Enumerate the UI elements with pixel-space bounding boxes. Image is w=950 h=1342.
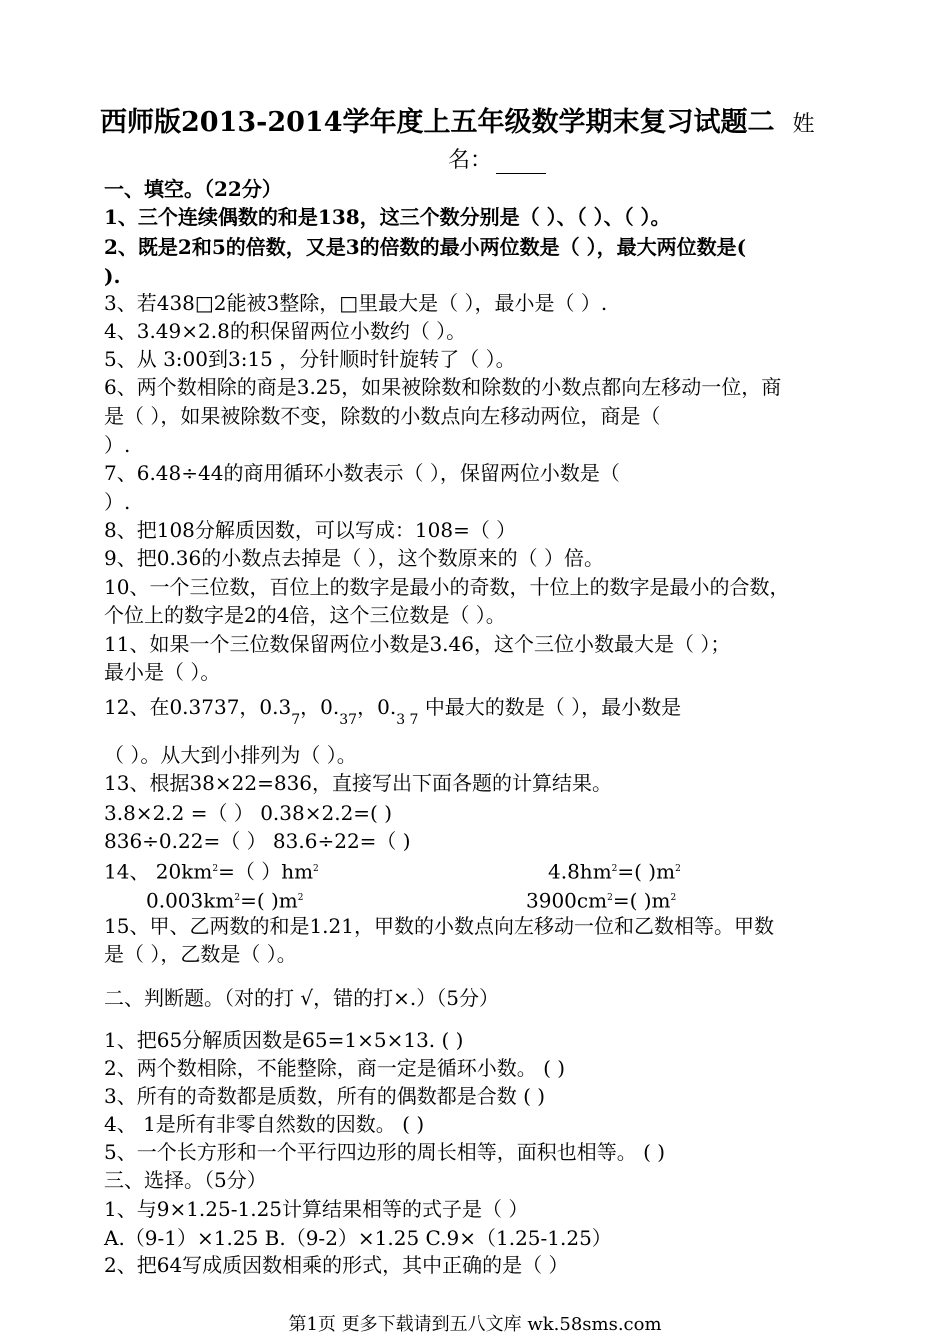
question-14-row1-right xyxy=(548,856,681,885)
question-line: 15、甲、乙两数的和是1.21，甲数的小数点向左移动一位和乙数相等。甲数 xyxy=(104,914,774,938)
q14-sup: 2 xyxy=(675,864,681,874)
question-line: 4、 1是所有非零自然数的因数。 ( ) xyxy=(104,1112,425,1136)
question-14-row2 xyxy=(146,885,304,914)
question-line: 5、一个长方形和一个平行四边形的周长相等，面积也相等。 ( ) xyxy=(104,1140,666,1164)
question-12-line xyxy=(104,694,681,733)
q12-part-b: ，0. xyxy=(300,695,340,719)
question-line: 3、所有的奇数都是质数，所有的偶数都是合数 ( ) xyxy=(104,1084,546,1108)
q14-sup: 2 xyxy=(297,893,304,903)
question-line: 2、既是2和5的倍数，又是3的倍数的最小两位数是（ ），最大两位数是( xyxy=(104,235,747,259)
q12-part-c: ，0. xyxy=(357,695,397,719)
question-line: 5、从 3:00到3:15 ，分针顺时针旋转了（ ）。 xyxy=(104,347,516,371)
q14-r2-d: =( )m xyxy=(612,888,671,913)
q14-r1-a: 14、 20km xyxy=(104,859,213,884)
q14-r1-d: =( )m xyxy=(617,859,676,884)
question-line: 13、根据38×22=836，直接写出下面各题的计算结果。 xyxy=(104,771,613,795)
question-line: 10、一个三位数，百位上的数字是最小的奇数，十位上的数字是最小的合数， xyxy=(104,575,790,599)
q14-sup: 2 xyxy=(611,864,618,874)
title-text: 西师版2013-2014学年度上五年级数学期末复习试题二 xyxy=(100,107,775,138)
q14-r2-a: 0.003km xyxy=(146,888,235,913)
question-line: 最小是（ ）。 xyxy=(104,660,221,684)
question-line: 个位上的数字是2的4倍，这个三位数是（ ）。 xyxy=(104,603,506,627)
q14-sup: 2 xyxy=(313,864,319,874)
page-footer: 第1页 更多下载请到五八文库 wk.58sms.com xyxy=(288,1314,662,1335)
q14-sup: 2 xyxy=(607,893,613,903)
question-line: 836÷0.22=（ ） 83.6÷22=（ ) xyxy=(104,829,411,853)
page-title xyxy=(100,100,860,139)
question-line: 是（ ），乙数是（ ）。 xyxy=(104,942,297,966)
question-14-row1 xyxy=(104,856,319,885)
question-line: 一、填空。（22分） xyxy=(104,177,282,201)
q12-repeat-digit: 7 xyxy=(291,712,301,728)
q14-r1-b: =（ ）hm xyxy=(218,859,314,884)
name-label-suffix: 名： xyxy=(448,148,493,173)
name-field xyxy=(448,143,546,174)
question-line: ）. xyxy=(104,490,131,514)
question-line: 1、与9×1.25-1.25计算结果相等的式子是（ ） xyxy=(104,1197,529,1221)
q14-r2-c: 3900cm xyxy=(526,888,608,913)
question-line: 7、6.48÷44的商用循环小数表示（ ），保留两位小数是（ xyxy=(104,461,620,485)
question-line: 1、三个连续偶数的和是138，这三个数分别是（ ）、（ ）、（ ）。 xyxy=(104,205,671,229)
question-line: 1、把65分解质因数是65=1×5×13. ( ) xyxy=(104,1028,464,1052)
question-line: 2、两个数相除，不能整除，商一定是循环小数。 ( ) xyxy=(104,1056,566,1080)
question-line: 4、3.49×2.8的积保留两位小数约（ ）。 xyxy=(104,319,467,343)
question-line: 6、两个数相除的商是3.25，如果被除数和除数的小数点都向左移动一位，商 xyxy=(104,375,782,399)
question-14-row2-right xyxy=(526,885,676,914)
question-line: 11、如果一个三位数保留两位小数是3.46，这个三位小数最大是（ ）； xyxy=(104,632,731,656)
q12-part-a: 12、在0.3737，0.3 xyxy=(104,695,292,719)
question-line: 3.8×2.2 =（ ） 0.38×2.2=( ) xyxy=(104,801,393,825)
question-line: 9、把0.36的小数点去掉是（ ），这个数原来的（ ）倍。 xyxy=(104,546,604,570)
question-line: ）. xyxy=(104,433,131,457)
question-line: 2、把64写成质因数相乘的形式，其中正确的是（ ） xyxy=(104,1253,569,1277)
q12-part-d: 中最大的数是（ ），最小数是 xyxy=(424,695,682,719)
question-line: 三、选择。（5分） xyxy=(104,1168,267,1192)
question-line: 二、判断题。（对的打 √，错的打×.）（5分） xyxy=(104,986,499,1010)
question-line: ). xyxy=(104,264,121,288)
q14-sup: 2 xyxy=(234,893,241,903)
q14-r2-b: =( )m xyxy=(240,888,298,913)
question-line: 是（ ），如果被除数不变，除数的小数点向左移动两位，商是（ xyxy=(104,404,661,428)
q12-repeat-digits-b: 37 xyxy=(339,712,358,728)
q14-sup: 2 xyxy=(212,864,219,874)
question-line: 3、若438□2能被3整除，□里最大是（ ），最小是（ ）. xyxy=(104,291,608,315)
question-line: 8、把108分解质因数，可以写成：108=（ ） xyxy=(104,518,517,542)
question-line: A.（9-1）×1.25 B.（9-2）×1.25 C.9×（1.25-1.25） xyxy=(104,1226,612,1250)
question-line: （ ）。从大到小排列为（ ）。 xyxy=(104,743,357,767)
q12-repeat-digits-c: 3 7 xyxy=(396,712,419,728)
q14-sup: 2 xyxy=(670,893,677,903)
name-label-prefix: 姓 xyxy=(792,112,815,137)
name-blank-line[interactable] xyxy=(496,153,546,174)
q14-r1-c: 4.8hm xyxy=(548,859,612,884)
